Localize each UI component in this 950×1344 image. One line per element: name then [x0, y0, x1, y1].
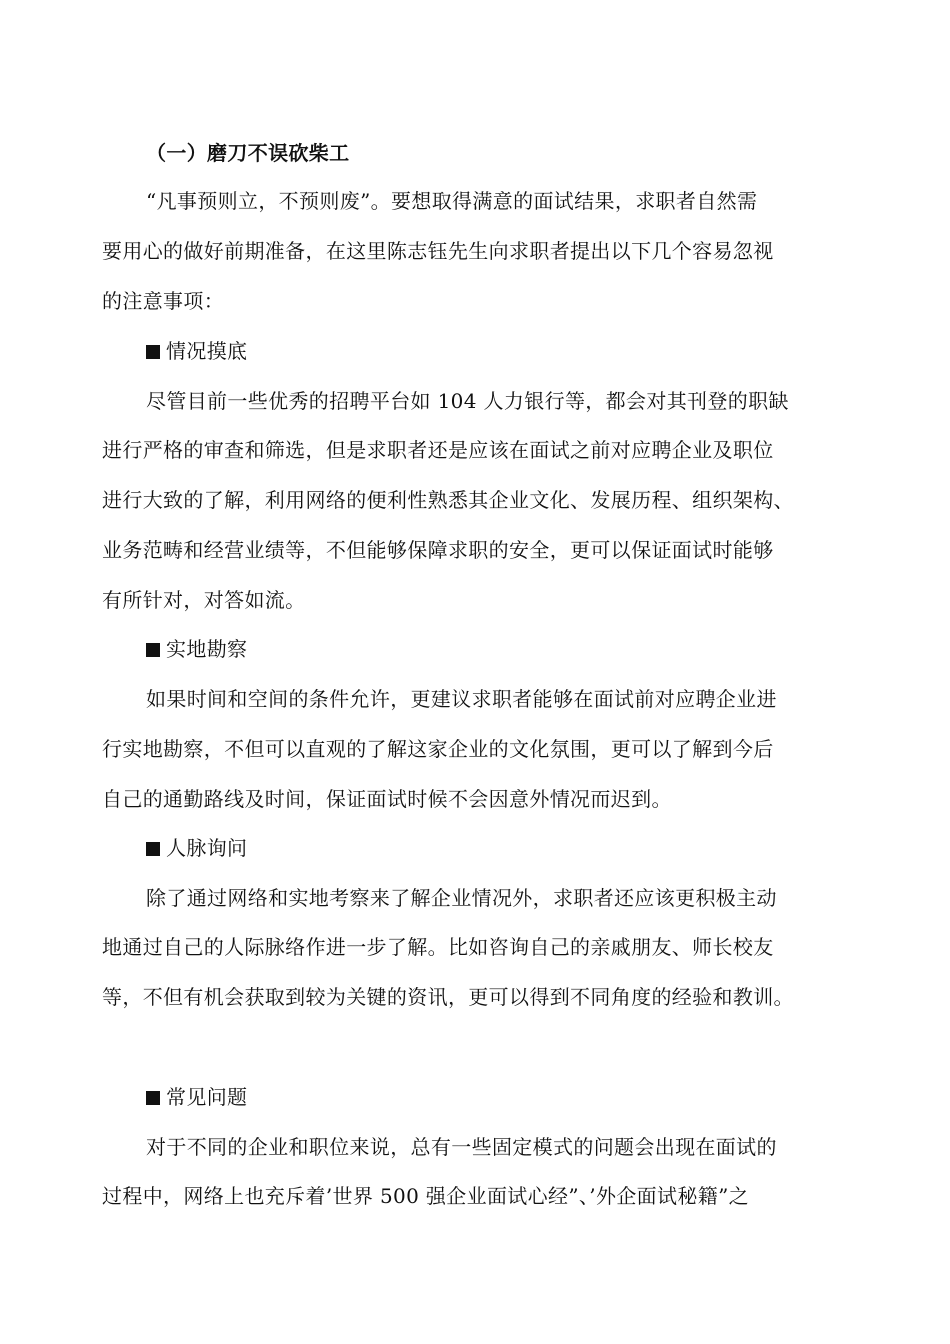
square-bullet-icon: [146, 345, 160, 359]
square-bullet-icon: [146, 1091, 160, 1105]
intro-line-2: 要用心的做好前期准备，在这里陈志钰先生向求职者提出以下几个容易忽视: [102, 239, 774, 263]
paragraph-line: 进行严格的审查和筛选，但是求职者还是应该在面试之前对应聘企业及职位: [102, 438, 774, 462]
subheading-label: 实地勘察: [166, 637, 248, 661]
subheading-situation: [146, 338, 247, 364]
paragraph-line: 尽管目前一些优秀的招聘平台如 104 人力银行等，都会对其刊登的职缺: [146, 389, 789, 413]
square-bullet-icon: [146, 842, 160, 856]
paragraph-line: 进行大致的了解，利用网络的便利性熟悉其企业文化、发展历程、组织架构、: [102, 488, 794, 512]
paragraph-line: 如果时间和空间的条件允许，更建议求职者能够在面试前对应聘企业进: [146, 687, 777, 711]
intro-line-3: 的注意事项：: [102, 289, 225, 313]
subheading-label: 人脉询问: [166, 836, 248, 860]
paragraph-line: 自己的通勤路线及时间，保证面试时候不会因意外情况而迟到。: [102, 787, 672, 811]
subheading-site-visit: [146, 636, 247, 662]
paragraph-line: 行实地勘察，不但可以直观的了解这家企业的文化氛围，更可以了解到今后: [102, 737, 774, 761]
paragraph-line: 业务范畴和经营业绩等，不但能够保障求职的安全，更可以保证面试时能够: [102, 538, 774, 562]
subheading-network-inquiry: [146, 835, 247, 861]
intro-line-1: “凡事预则立，不预则废”。要想取得满意的面试结果，求职者自然需: [146, 189, 758, 213]
section-heading: （一）磨刀不误砍柴工: [146, 141, 350, 165]
paragraph-line: 除了通过网络和实地考察来了解企业情况外，求职者还应该更积极主动: [146, 886, 777, 910]
paragraph-line: 对于不同的企业和职位来说，总有一些固定模式的问题会出现在面试的: [146, 1135, 777, 1159]
paragraph-line: 有所针对，对答如流。: [102, 588, 306, 612]
paragraph-line: 过程中，网络上也充斥着’世界 500 强企业面试心经”、’外企面试秘籍”之: [102, 1184, 750, 1208]
subheading-label: 常见问题: [166, 1085, 248, 1109]
subheading-common-questions: [146, 1084, 247, 1110]
paragraph-line: 地通过自己的人际脉络作进一步了解。比如咨询自己的亲戚朋友、师长校友: [102, 935, 774, 959]
paragraph-line: 等，不但有机会获取到较为关键的资讯，更可以得到不同角度的经验和教训。: [102, 985, 794, 1009]
square-bullet-icon: [146, 643, 160, 657]
subheading-label: 情况摸底: [166, 339, 248, 363]
